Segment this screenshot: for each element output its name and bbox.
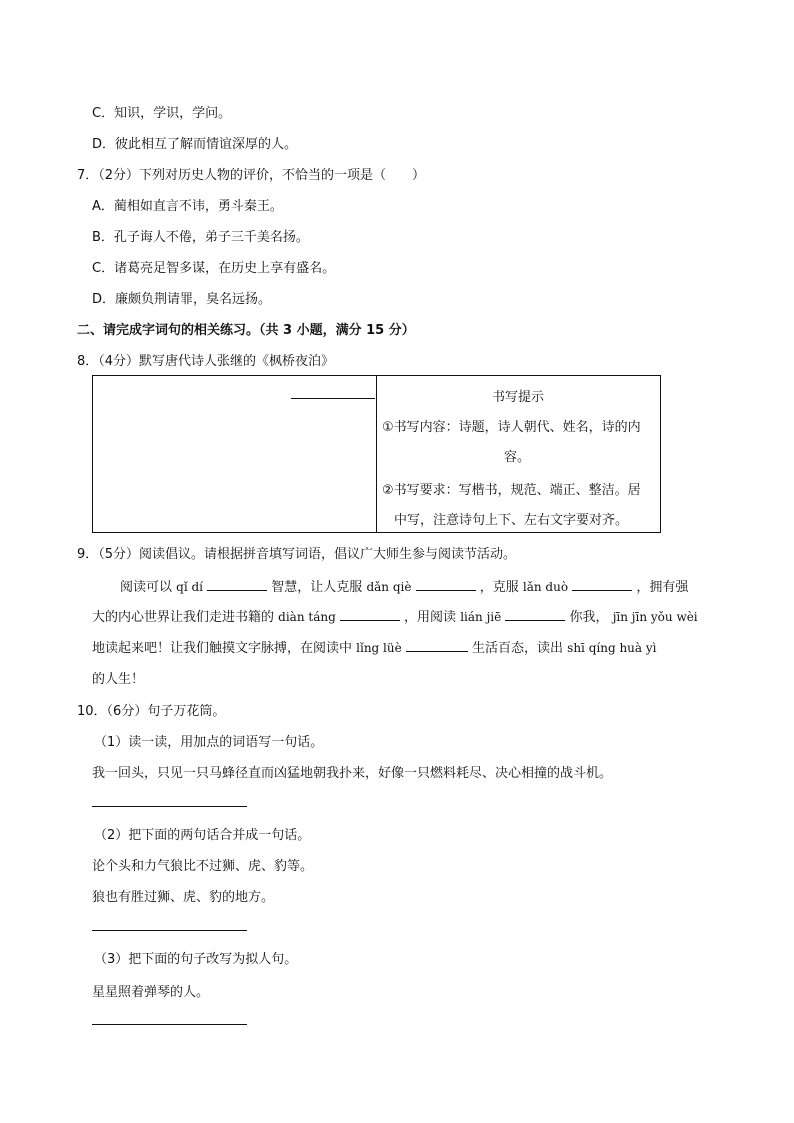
answer-line-3[interactable] — [92, 1024, 247, 1025]
section-heading: 二、请完成字词句的相关练习。（共 3 小题，满分 15 分） — [77, 323, 415, 338]
sub-question-2-prompt: （2）把下面的两句话合并成一句话。 — [94, 828, 311, 843]
blank-qidi[interactable] — [207, 578, 267, 591]
passage-line-3 — [92, 637, 657, 656]
pinyin-landuo: lǎn duò — [522, 580, 569, 594]
option-d-q6: D．彼此相互了解而情谊深厚的人。 — [92, 137, 298, 152]
question-7-stem: 7．（2分）下列对历史人物的评价，不恰当的一项是（ ） — [77, 168, 426, 183]
passage-text: 生活百态，读出 — [472, 641, 564, 656]
option-c-q7: C．诸葛亮足智多谋，在历史上享有盛名。 — [92, 261, 336, 276]
passage-line-4: 的人生！ — [92, 672, 145, 687]
passage-line-2 — [92, 606, 698, 625]
pinyin-jinjinyouwei: jīn jīn yǒu wèi — [612, 610, 698, 624]
passage-text: 大的内心世界让我们走进书籍的 — [92, 610, 275, 625]
sub-question-3-text: 星星照着弹琴的人。 — [92, 985, 210, 1000]
passage-text: 地读起来吧！让我们触摸文字脉搏，在阅读中 — [92, 641, 353, 656]
sub-question-1-text: 我一回头，只见一只马蜂径直而凶猛地朝我扑来，好像一只燃料耗尽、决心相撞的战斗机。 — [92, 766, 613, 781]
pinyin-linglue: lǐng lüè — [356, 641, 402, 655]
answer-line-2[interactable] — [92, 930, 247, 931]
title-blank[interactable] — [291, 398, 375, 399]
blank-danqie[interactable] — [416, 578, 476, 591]
pinyin-qidi: qǐ dí — [176, 580, 204, 594]
passage-text: ，拥有强 — [636, 580, 689, 595]
blank-diantang[interactable] — [340, 608, 400, 621]
writing-hints — [378, 376, 661, 532]
option-c-q6: C．知识，学识，学问。 — [92, 106, 232, 121]
passage-text: 阅读可以 — [120, 580, 173, 595]
passage-text: ，用阅读 — [404, 610, 457, 625]
sub-question-3-prompt: （3）把下面的句子改写为拟人句。 — [94, 952, 298, 967]
blank-lianjie[interactable] — [505, 608, 565, 621]
pinyin-lianjie: lián jiē — [460, 610, 502, 624]
option-b-q7: B．孔子诲人不倦，弟子三千美名扬。 — [92, 230, 309, 245]
hint-requirement-line2: 中写，注意诗句上下、左右文字要对齐。 — [394, 513, 629, 528]
answer-line-1[interactable] — [92, 806, 247, 807]
hint-content-line1: ①书写内容：诗题，诗人朝代、姓名，诗的内 — [382, 420, 641, 435]
option-a-q7: A．蔺相如直言不讳，勇斗秦王。 — [92, 199, 283, 214]
passage-text: ，克服 — [479, 580, 519, 595]
blank-landuo[interactable] — [572, 578, 632, 591]
pinyin-diantang: diàn táng — [278, 610, 336, 624]
blank-linglue[interactable] — [406, 639, 468, 652]
question-8-stem: 8．（4分）默写唐代诗人张继的《枫桥夜泊》 — [77, 354, 335, 369]
passage-text: 你我， — [569, 610, 609, 625]
pinyin-shiqinghuayi: shī qíng huà yì — [567, 641, 657, 655]
hint-content-line2: 容。 — [504, 450, 531, 465]
hint-requirement-line1: ②书写要求：写楷书，规范、端正、整洁。居 — [382, 483, 641, 498]
sub-question-1-prompt: （1）读一读，用加点的词语写一句话。 — [94, 735, 324, 750]
passage-line-1 — [120, 576, 688, 595]
option-d-q7: D．廉颇负荆请罪，臭名远扬。 — [92, 292, 272, 307]
pinyin-danqie: dǎn qiè — [366, 580, 412, 594]
passage-text: 智慧，让人克服 — [271, 580, 363, 595]
writing-table — [92, 375, 661, 533]
sub-question-2-text-1: 论个头和力气狼比不过狮、虎、豹等。 — [92, 859, 314, 874]
hint-title: 书写提示 — [492, 390, 545, 405]
sub-question-2-text-2: 狼也有胜过狮、虎、豹的地方。 — [92, 890, 275, 905]
writing-area[interactable] — [93, 376, 377, 532]
question-10-stem: 10．（6分）句子万花筒。 — [77, 704, 226, 719]
question-9-stem: 9．（5分）阅读倡议。请根据拼音填写词语，倡议广大师生参与阅读节活动。 — [77, 547, 517, 562]
